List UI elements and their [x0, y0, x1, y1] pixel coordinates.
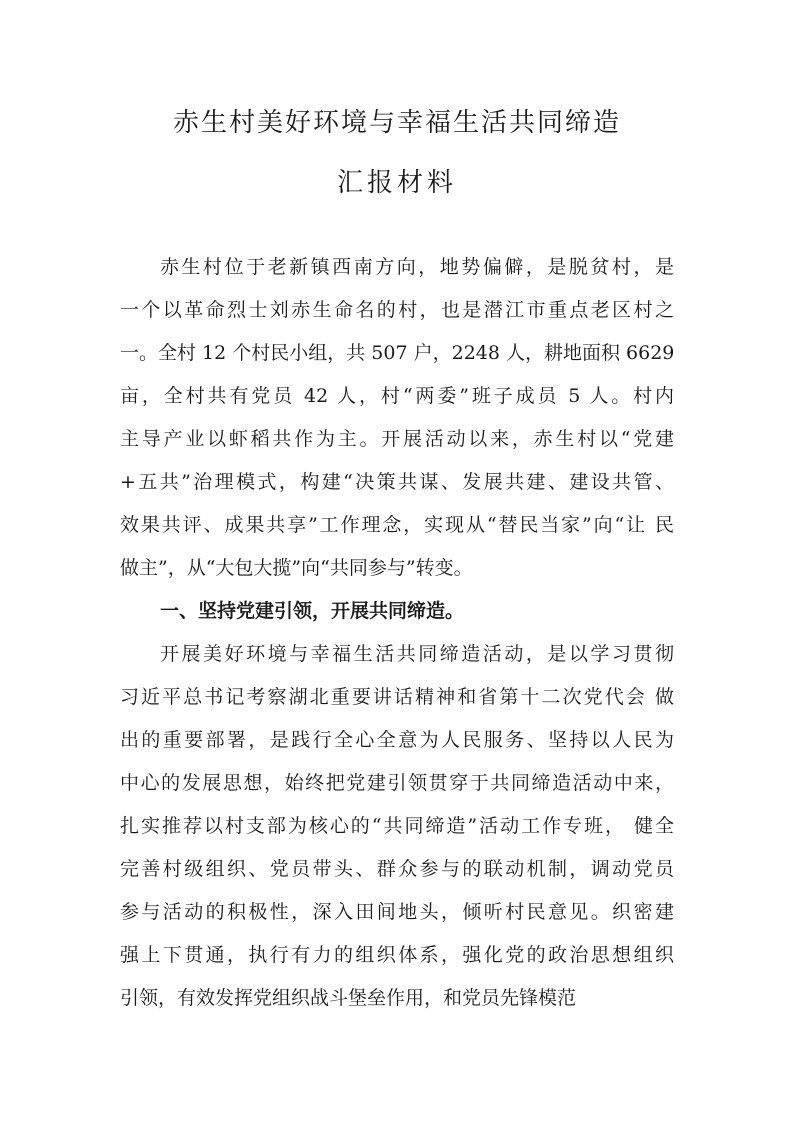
paragraph-2-line: 中心的发展思想，始终把党建引领贯穿于共同缔造活动中来， — [120, 772, 674, 794]
paragraph-1-line: 效果共评、成果共享”工作理念，实现从“替民当家”向“让 民 — [120, 514, 674, 536]
paragraph-1-line: 做主”，从“大包大揽”向“共同参与”转变。 — [120, 557, 473, 579]
paragraph-1-line: 一。全村 12 个村民小组，共 507 户，2248 人，耕地面积 6629 — [120, 342, 674, 364]
paragraph-2-line: 出的重要部署，是践行全心全意为人民服务、坚持以人民为 — [120, 729, 674, 751]
paragraph-2-line: 习近平总书记考察湖北重要讲话精神和省第十二次党代会 做 — [120, 686, 674, 708]
document-title-line-2: 汇报材料 — [336, 168, 457, 198]
paragraph-2-line: 强上下贯通，执行有力的组织体系，强化党的政治思想组织 — [120, 944, 674, 966]
paragraph-1-line: 亩，全村共有党员 42 人，村“两委”班子成员 5 人。村内 — [120, 385, 674, 407]
paragraph-2-line: 开展美好环境与幸福生活共同缔造活动，是以学习贯彻 — [160, 643, 674, 665]
paragraph-2-line: 扎实推荐以村支部为核心的“共同缔造”活动工作专班， 健全 — [120, 815, 674, 837]
paragraph-2-line: 参与活动的积极性，深入田间地头，倾听村民意见。织密建 — [120, 901, 674, 923]
section-heading-1: 一、坚持党建引领，开展共同缔造。 — [160, 600, 465, 622]
paragraph-2-line: 完善村级组织、党员带头、群众参与的联动机制，调动党员 — [120, 858, 674, 880]
paragraph-1-line: 赤生村位于老新镇西南方向，地势偏僻，是脱贫村，是 — [160, 256, 674, 278]
paragraph-1-line: 主导产业以虾稻共作为主。开展活动以来，赤生村以“党建 — [120, 428, 674, 450]
paragraph-1-line: +五共”治理模式，构建“决策共谋、发展共建、建设共管、 — [120, 471, 674, 493]
document-title-line-1: 赤生村美好环境与幸福生活共同缔造 — [172, 108, 621, 138]
paragraph-1-line: 一个以革命烈士刘赤生命名的村，也是潜江市重点老区村之 — [120, 299, 674, 321]
paragraph-2-line: 引领，有效发挥党组织战斗堡垒作用，和党员先锋模范 — [120, 987, 577, 1009]
